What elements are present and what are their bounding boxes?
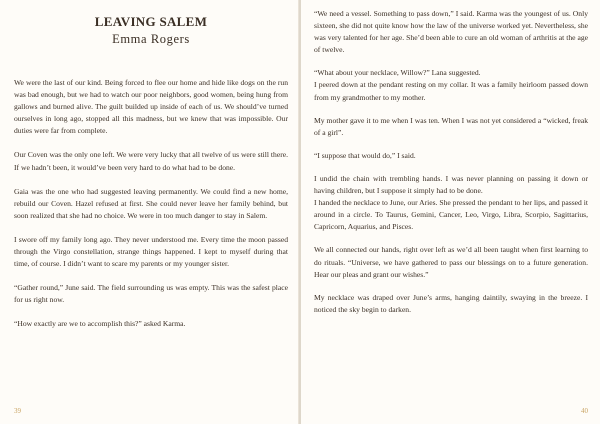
right-page [301,0,600,424]
paragraph: We were the last of our kind. Being forced to flee our home and hide like dogs on the run was bad enough, but we had to watch our poor neighbors, good women, being hung from gallows and burned alive. The guilt builded up inside of each of us. We should’ve turned ourselves in long ago, stopped all this madness, but we knew that was impossible. Our duties were far from complete. [14,78,288,136]
paragraph: “We need a vessel. Something to pass down,” I said. Karma was the youngest of us. Only sixteen, she did not quite know how the law of the universe worked yet. Nevertheless, she was very talented for her age. She’d been able to cure an old woman of arthritis at the age of twelve. [314,9,588,55]
page-number-left: 39 [14,407,21,415]
paragraph: Gaia was the one who had suggested leaving permanently. We could find a new home, rebuild our Coven. Hazel refused at first. She could never leave her family behind, but soon realized that she had no choice. We were in too much danger to stay in Salem. [14,186,288,220]
story-author: Emma Rogers [112,32,190,46]
paragraph: I undid the chain with trembling hands. I was never planning on passing it down or having children, but I suppose it simply had to be done. I handed the necklace to June, our Aries. She pressed the pendant to her lips, and passed it around in a circle. To Taurus, Gemini, Cancer, Leo, Virgo, Libra, Scorpio, Sagittarius, Capricorn, Aquarius, and Pisces. [314,173,588,232]
paragraph: Our Coven was the only one left. We were very lucky that all twelve of us were still there. If we hadn’t been, it would’ve been very hard to do what had to be done. [14,150,288,172]
left-page [0,0,299,424]
story-title: LEAVING SALEM [94,14,208,29]
paragraph: I swore off my family long ago. They never understood me. Every time the moon passed through the Virgo constellation, strange things happened. I kept to myself during that time, of course. I didn’t want to scare my parents or my younger sister. [14,234,288,269]
right-page-body [314,8,588,316]
paragraph: My mother gave it to me when I was ten. When I was not yet considered a “wicked, freak of a girl”. [314,115,588,137]
paragraph: “Gather round,” June said. The field surrounding us was empty. This was the safest place for us right now. [14,283,288,305]
paragraph: “I suppose that would do,” I said. [314,150,416,160]
paragraph: “What about your necklace, Willow?” Lana suggested. I peered down at the pendant resting on my collar. It was a family heirloom passed down from my grandmother to my mother. [314,68,588,102]
paragraph: My necklace was draped over June’s arms, hanging daintily, swaying in the breeze. I noticed the sky begin to darken. [314,292,588,314]
paragraph: We all connected our hands, right over left as we’d all been taught when first learning to do rituals. “Universe, we have gathered to pass our blessings on to a future generation. Hear our pleas and grant our wishes.” [314,245,588,279]
paragraph: “How exactly are we to accomplish this?” asked Karma. [14,319,186,329]
page-number-right: 40 [581,407,588,415]
left-page-body [14,77,288,331]
